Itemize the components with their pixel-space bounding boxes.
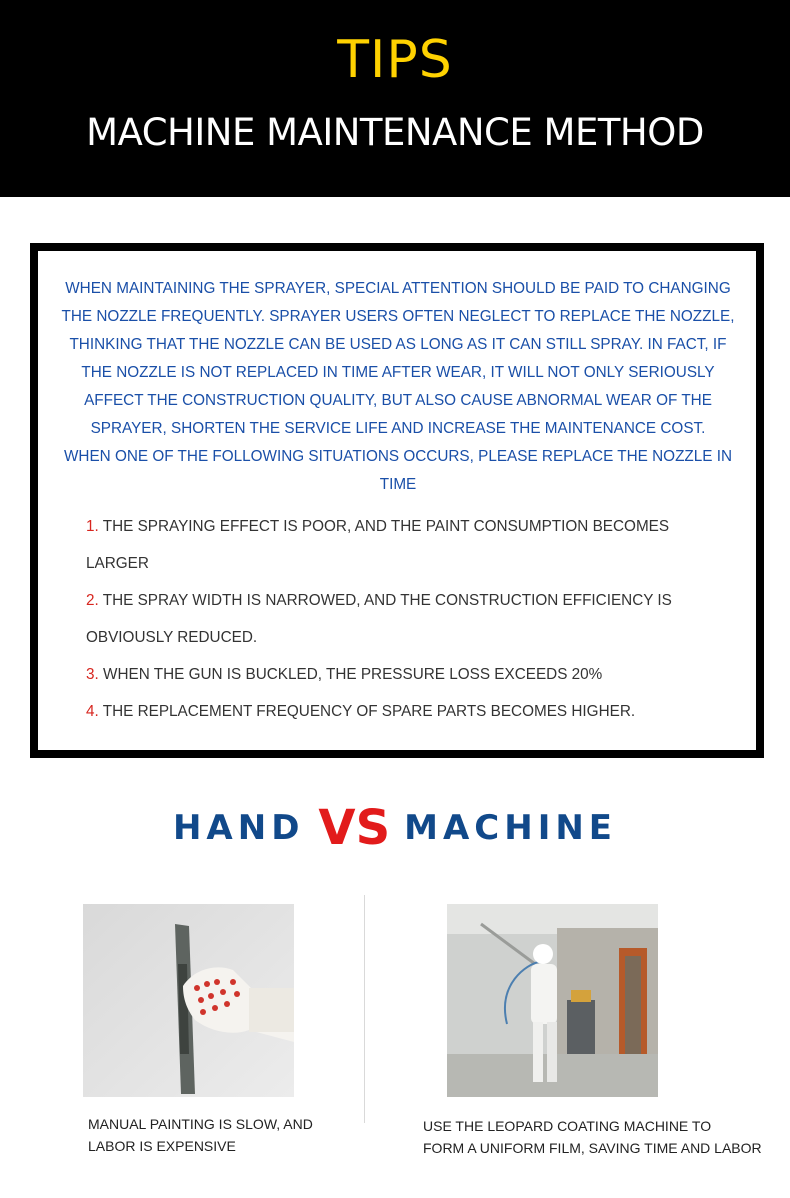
list-item-continuation: OBVIOUSLY REDUCED.: [86, 629, 258, 646]
list-number: 2.: [86, 592, 99, 609]
intro-line: WHEN ONE OF THE FOLLOWING SITUATIONS OCCURS, PLEASE REPLACE THE NOZZLE IN: [63, 448, 733, 465]
intro-line: SPRAYER, SHORTEN THE SERVICE LIFE AND INCREASE THE MAINTENANCE COST.: [90, 420, 706, 437]
page-title: MACHINE MAINTENANCE METHOD: [86, 111, 704, 154]
machine-spraying-photo: [447, 904, 658, 1097]
machine-coating-caption: [423, 1115, 773, 1159]
list-item: [86, 582, 726, 619]
caption-line: FORM A UNIFORM FILM, SAVING TIME AND LABOR: [423, 1140, 762, 1156]
spray-machine-illustration: [447, 904, 658, 1097]
list-text: WHEN THE GUN IS BUCKLED, THE PRESSURE LOSS EXCEEDS 20%: [98, 666, 603, 683]
list-item: [86, 656, 726, 693]
manual-painting-photo: [83, 904, 294, 1097]
manual-painting-caption: [88, 1113, 348, 1157]
notice-content: [38, 251, 756, 750]
comparison-divider: [364, 895, 365, 1123]
hand-trowel-illustration: [83, 904, 294, 1097]
list-number: 1.: [86, 518, 99, 535]
intro-line: WHEN MAINTAINING THE SPRAYER, SPECIAL ATTENTION SHOULD BE PAID TO CHANGING: [65, 280, 731, 297]
intro-line: THINKING THAT THE NOZZLE CAN BE USED AS LONG AS IT CAN STILL SPRAY. IN FACT, IF: [69, 336, 727, 353]
list-text: THE SPRAY WIDTH IS NARROWED, AND THE CONSTRUCTION EFFICIENCY IS: [98, 592, 672, 609]
list-number: 4.: [86, 703, 99, 720]
intro-line: THE NOZZLE IS NOT REPLACED IN TIME AFTER WEAR, IT WILL NOT ONLY SERIOUSLY: [81, 364, 715, 381]
intro-line: AFFECT THE CONSTRUCTION QUALITY, BUT ALSO CAUSE ABNORMAL WEAR OF THE: [84, 392, 712, 409]
list-number: 3.: [86, 666, 99, 683]
machine-word: MACHINE: [404, 808, 618, 848]
tips-heading: TIPS: [337, 30, 453, 90]
replacement-conditions-list: [86, 508, 726, 730]
caption-line: MANUAL PAINTING IS SLOW, AND: [88, 1116, 313, 1132]
intro-line: THE NOZZLE FREQUENTLY. SPRAYER USERS OFTEN NEGLECT TO REPLACE THE NOZZLE,: [61, 308, 735, 325]
list-item-continuation: LARGER: [86, 555, 149, 572]
header-banner: [0, 0, 790, 197]
list-item: [86, 508, 726, 545]
maintenance-notice-box: [30, 243, 764, 758]
list-text: THE SPRAYING EFFECT IS POOR, AND THE PAINT CONSUMPTION BECOMES: [98, 518, 670, 535]
vs-word: VS: [318, 800, 391, 856]
caption-line: LABOR IS EXPENSIVE: [88, 1138, 236, 1154]
caption-line: USE THE LEOPARD COATING MACHINE TO: [423, 1118, 712, 1134]
intro-line: TIME: [379, 476, 417, 493]
list-item: [86, 693, 726, 730]
hand-vs-machine-heading: [0, 800, 790, 870]
hand-word: HAND: [172, 808, 305, 848]
list-text: THE REPLACEMENT FREQUENCY OF SPARE PARTS BECOMES HIGHER.: [98, 703, 636, 720]
notice-intro: [58, 275, 738, 499]
